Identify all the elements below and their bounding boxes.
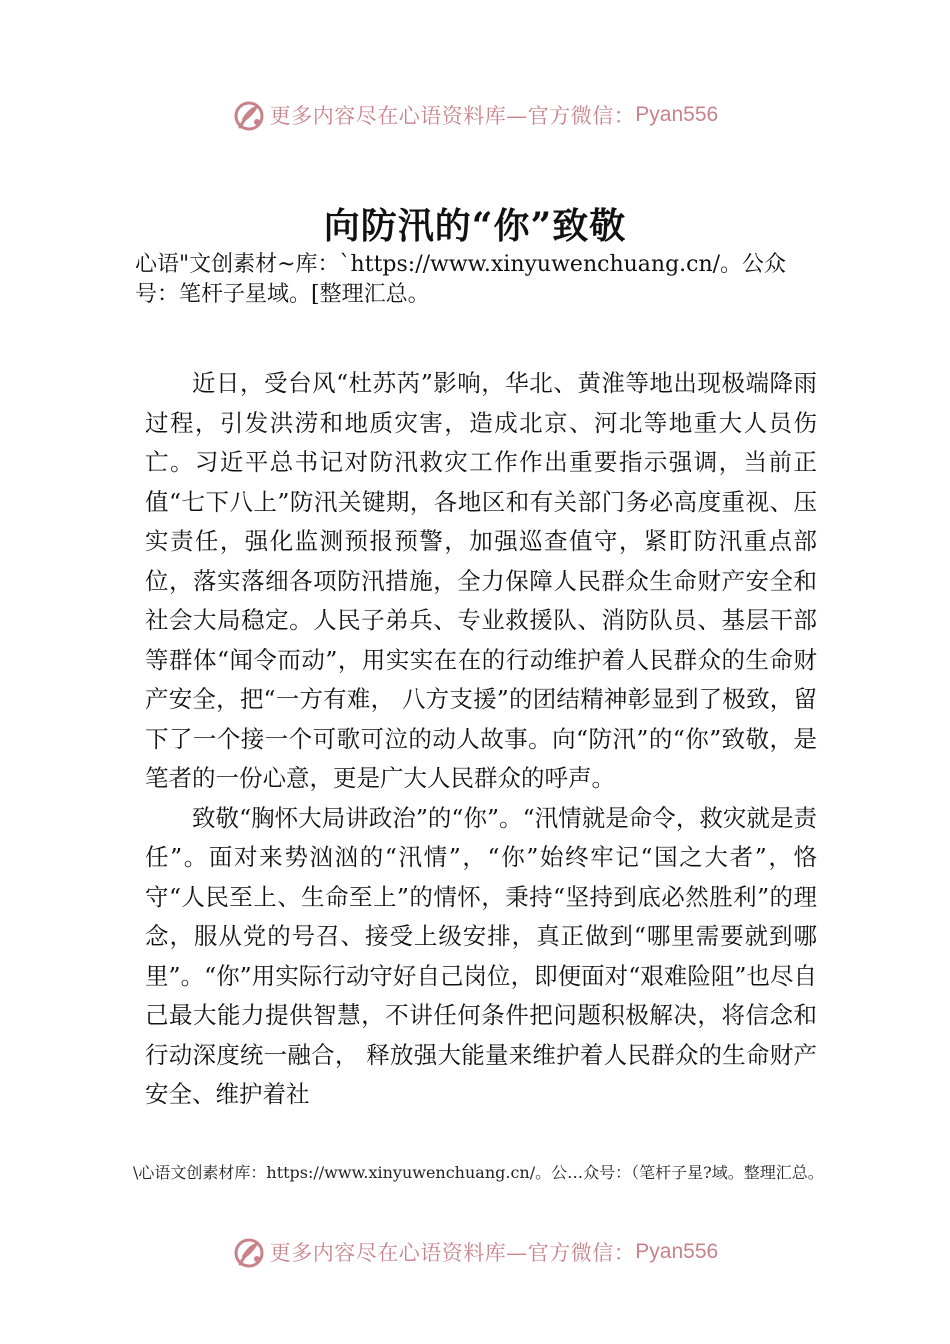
banner-wechat-id: Pyan556: [635, 1240, 719, 1263]
banner-wechat-id: Pyan556: [635, 103, 719, 126]
pen-heart-logo-icon: [232, 1234, 268, 1270]
paragraph: 致敬“胸怀大局讲政治”的“你”。“汛情就是命令，救灾就是责任”。面对来势汹汹的“汛情”，“你”始终牢记“国之大者”，恪守“人民至上、生命至上”的情怀，秉持“坚持到底必然胜利”的理念，服从党的号召、接受上级安排，真正做到“哪里需要就到哪里”。“你”用实际行动守好自己岗位，即便面对“艰难险阻”也尽自己最大能力提供智慧，不讲任何条件把问题积极解决，将信念和行动深度统一融合， 释放强大能量来维护着人民群众的生命财产安全、维护着社: [145, 803, 817, 1108]
source-note: 心语"文创素材~库：`https://www.xinyuwenchuang.cn/。公众号：笔杆子星域。[整理汇总。: [135, 252, 787, 307]
article-body: [145, 364, 817, 1115]
footer-note: \心语文创素材库：https://www.xinyuwenchuang.cn/。公…众号：（笔杆子星?域。整理汇总。: [133, 1163, 824, 1182]
footer-banner: [0, 1232, 950, 1272]
banner-text: 更多内容尽在心语资料库—官方微信：: [269, 1241, 636, 1265]
header-banner: [0, 95, 950, 135]
page-title: 向防汛的“你”致敬: [323, 205, 627, 247]
pen-heart-logo-icon: [232, 97, 268, 133]
paragraph: 近日，受台风“杜苏芮”影响，华北、黄淮等地出现极端降雨过程，引发洪涝和地质灾害，造成北京、河北等地重大人员伤亡。习近平总书记对防汛救灾工作作出重要指示强调，当前正值“七下八上”防汛关键期，各地区和有关部门务必高度重视、压实责任，强化监测预报预警，加强巡查值守，紧盯防汛重点部位，落实落细各项防汛措施，全力保障人民群众生命财产安全和社会大局稳定。人民子弟兵、专业救援队、消防队员、基层干部等群体“闻令而动”，用实实在在的行动维护着人民群众的生命财产安全，把“一方有难， 八方支援”的团结精神彰显到了极致，留下了一个接一个可歌可泣的动人故事。向“防汛”的“你”致敬，是笔者的一份心意，更是广大人民群众的呼声。: [145, 369, 817, 792]
banner-text: 更多内容尽在心语资料库—官方微信：: [269, 104, 636, 128]
